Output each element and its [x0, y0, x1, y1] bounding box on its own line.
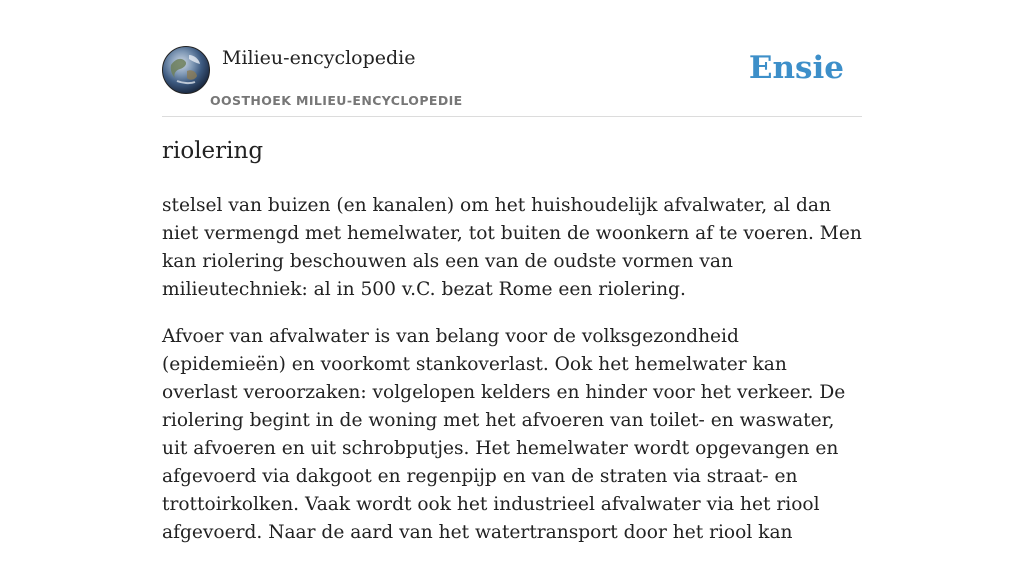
brand-logo[interactable]: Ensie	[748, 50, 844, 86]
site-title[interactable]: Milieu-encyclopedie	[222, 47, 416, 69]
site-subtitle[interactable]: OOSTHOEK MILIEU-ENCYCLOPEDIE	[210, 93, 463, 108]
page-title: riolering	[162, 138, 264, 164]
earth-globe-icon[interactable]	[162, 46, 210, 94]
site-header	[162, 38, 862, 117]
article-body	[162, 192, 862, 566]
paragraph: Afvoer van afvalwater is van belang voor de volksgezondheid (epidemieën) en voorkomt stankoverlast. Ook het hemelwater kan overlast veroorzaken: volgelopen kelders en hinder voor het verkeer. De riolering begint in de woning met het afvoeren van toilet- en waswater, uit afvoeren en uit schrobputjes. Het hemelwater wordt opgevangen en afgevoerd via dakgoot en regenpijp en van de straten via straat- en trottoirkolken. Vaak wordt ook het industrieel afvalwater via het riool afgevoerd. Naar de aard van het watertransport door het riool kan	[162, 326, 846, 543]
paragraph: stelsel van buizen (en kanalen) om het huishoudelijk afvalwater, al dan niet vermengd met hemelwater, tot buiten de woonkern af te voeren. Men kan riolering beschouwen als een van de oudste vormen van milieutechniek: al in 500 v.C. bezat Rome een riolering.	[162, 195, 862, 300]
